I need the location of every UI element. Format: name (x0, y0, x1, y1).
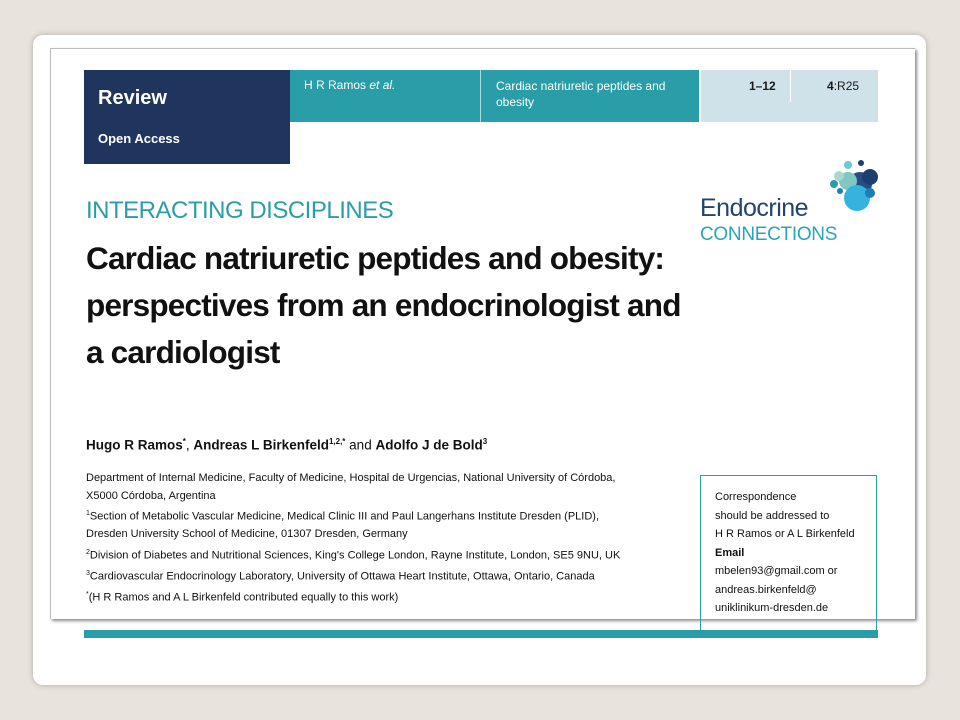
journal-logo-icon (826, 155, 882, 215)
author-name: Andreas L Birkenfeld (193, 437, 329, 453)
article-type-label: Review (98, 87, 167, 109)
email-address: andreas.birkenfeld@ (715, 583, 817, 596)
correspondence-line: H R Ramos or A L Birkenfeld (715, 528, 855, 540)
journal-logo-subname: CONNECTIONS (700, 224, 838, 245)
page-info-divider (790, 70, 791, 102)
running-head-divider (480, 70, 481, 122)
affiliation-line: X5000 Córdoba, Argentina (86, 489, 216, 502)
affiliations (86, 470, 686, 607)
author-list: Hugo R Ramos*, Andreas L Birkenfeld$^{1,2,*}$ and Adolfo J de Bold$^3$ (86, 437, 488, 453)
correspondence-box (700, 475, 877, 630)
running-short-title: Cardiac natriuretic peptides and obesity (496, 79, 666, 109)
affiliation-line: *(H R Ramos and A L Birkenfeld contributed equally to this work) (86, 590, 399, 604)
open-access-label: Open Access (98, 131, 180, 146)
affiliation-line: $^2$Division of Diabetes and Nutritional Sciences, King's College London, Rayne Institute, London, SE5 9NU, UK (86, 548, 621, 562)
author-name: Hugo R Ramos (86, 437, 183, 453)
page-range: 1–12 (749, 79, 776, 93)
running-head (290, 70, 699, 122)
page-info-block (701, 70, 878, 122)
section-label: INTERACTING DISCIPLINES (86, 197, 394, 224)
affiliation-line: $^3$Cardiovascular Endocrinology Laboratory, University of Ottawa Heart Institute, Ottawa, Ontario, Canada (86, 569, 595, 583)
journal-logo-name: Endocrine (700, 194, 809, 222)
article-title: Cardiac natriuretic peptides and obesity: perspectives from an endocrinologist and a cardiologist (86, 240, 681, 370)
correspondence-line: should be addressed to (715, 509, 830, 522)
email-label: Email (715, 546, 745, 559)
affiliation-line: Dresden University School of Medicine, 01307 Dresden, Germany (86, 528, 408, 541)
author-name: Adolfo J de Bold (375, 437, 483, 453)
email-address: mbelen93@gmail.com or (715, 565, 838, 577)
volume-id: 4:R25 (827, 79, 860, 93)
article-type-block (84, 70, 290, 164)
running-authors: H R Ramos et al. (304, 78, 396, 92)
affiliation-line: Department of Internal Medicine, Faculty of Medicine, Hospital de Urgencias, National University of Córdoba, (86, 472, 616, 484)
correspondence-line: Correspondence (715, 491, 797, 503)
affiliation-line: $^1$Section of Metabolic Vascular Medicine, Medical Clinic III and Paul Langerhans Institute Dresden (PLID), (86, 510, 600, 523)
email-address: uniklinikum-dresden.de (715, 602, 829, 614)
bottom-rule (84, 630, 878, 638)
